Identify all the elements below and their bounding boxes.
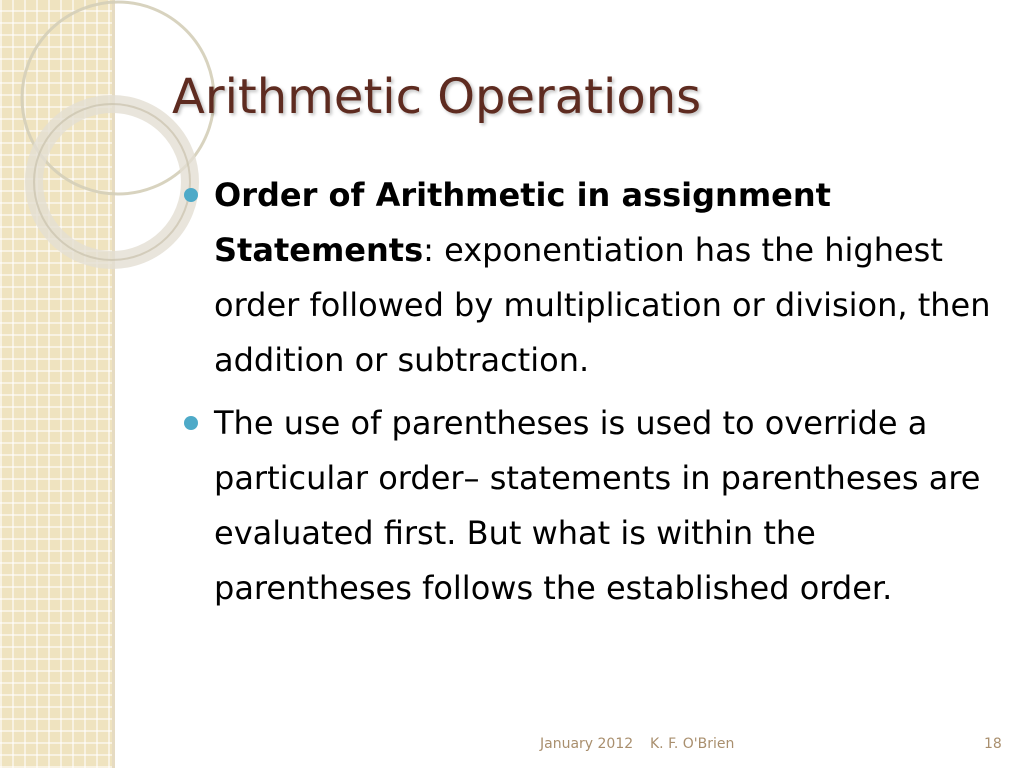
bullet-bold-text: Order of Arithmetic in assignment Statements <box>214 176 831 269</box>
slide-number: 18 <box>984 736 1002 752</box>
footer-author: K. F. O'Brien <box>650 736 735 752</box>
bullet-body-text: The use of parentheses is used to override a particular order– statements in parentheses are evaluated first. But what is within the parentheses follows the established order. <box>214 404 981 607</box>
bullet-item <box>182 168 1002 388</box>
bullet-dot-icon <box>184 416 198 430</box>
slide-title: Arithmetic Operations <box>172 69 702 125</box>
bullet-text <box>214 176 991 379</box>
decorative-sidebar <box>0 0 112 768</box>
footer-date: January 2012 <box>540 736 634 752</box>
bullet-item <box>182 396 1002 616</box>
sidebar-edge <box>112 0 115 768</box>
bullet-body-text: : exponentiation has the highest order followed by multiplication or division, then addition or subtraction. <box>214 231 991 379</box>
bullet-list <box>182 168 1002 624</box>
bullet-text <box>214 404 980 607</box>
bullet-dot-icon <box>184 188 198 202</box>
